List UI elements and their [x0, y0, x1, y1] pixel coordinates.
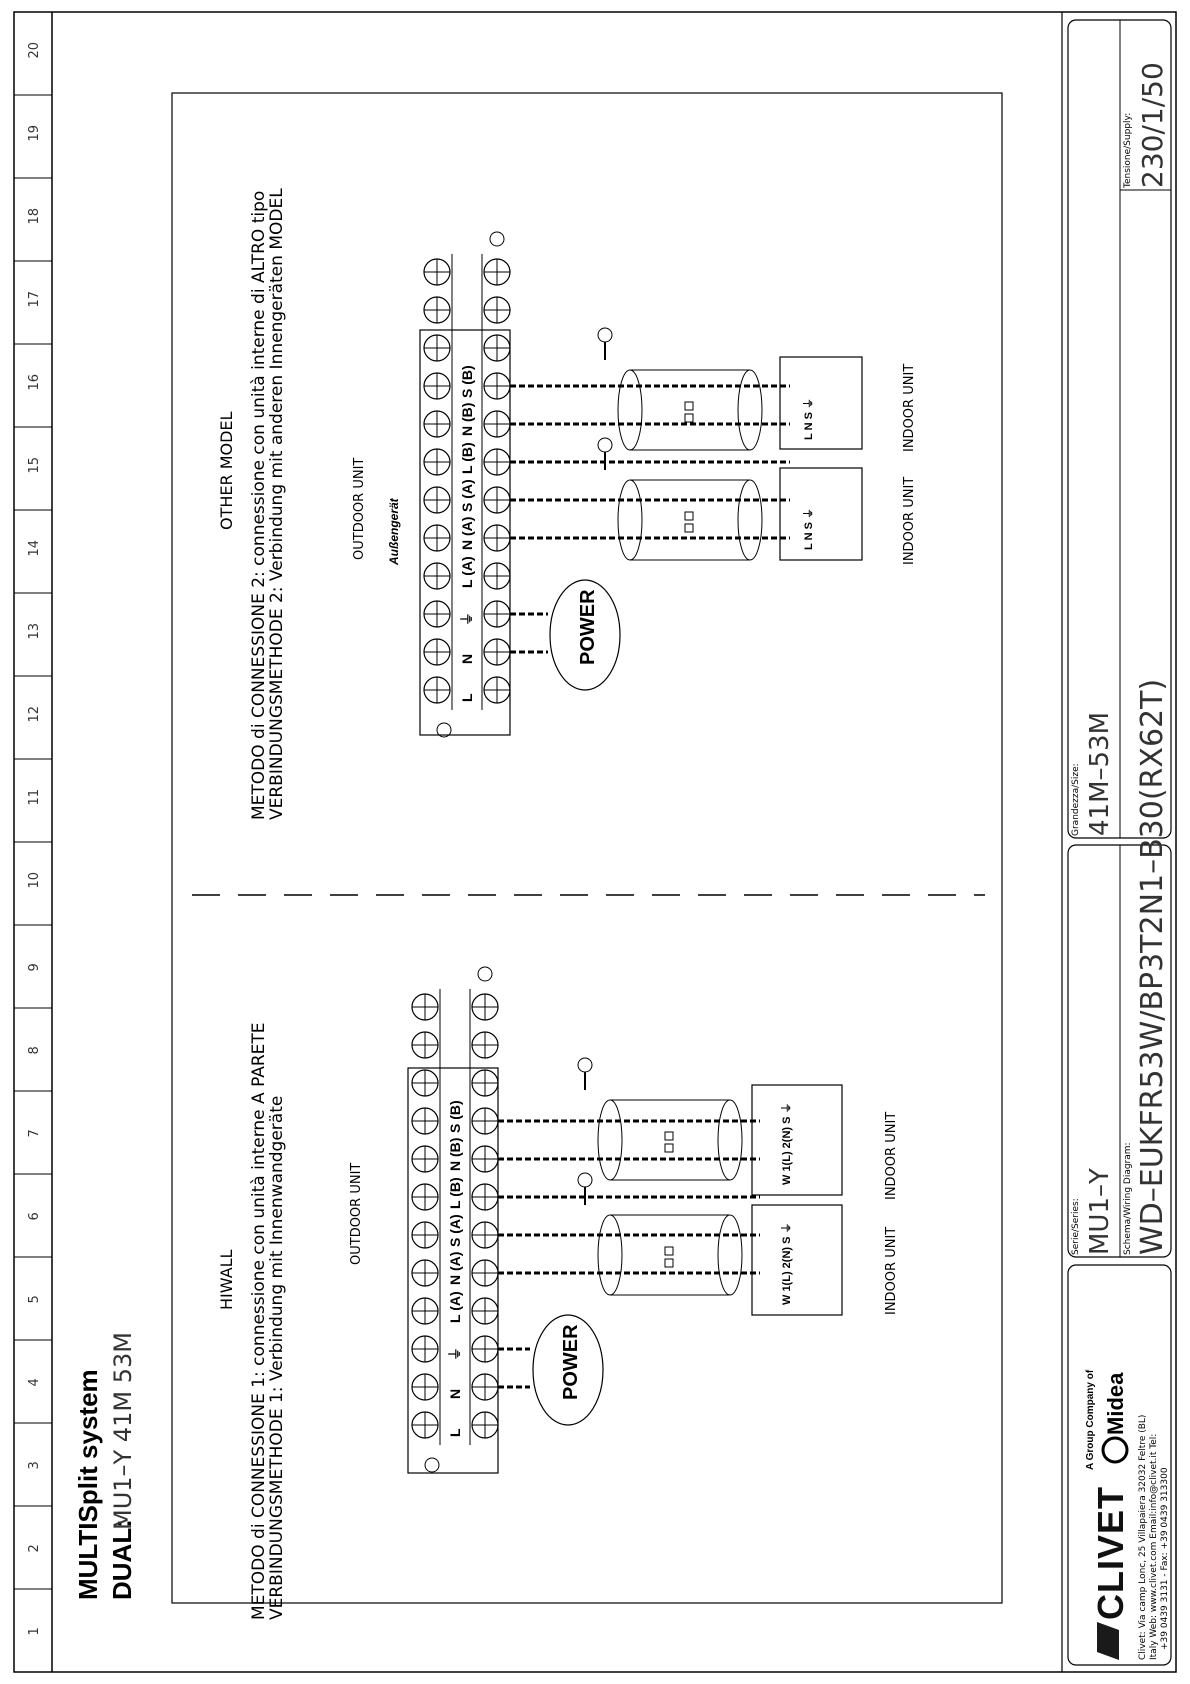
parent-name: Midea	[1103, 1372, 1128, 1435]
diagram-frame	[172, 93, 1002, 1603]
ruler-number: 6	[27, 1212, 42, 1221]
midea-mark-icon	[1103, 1438, 1127, 1462]
title-block-text	[73, 1332, 137, 1600]
hiwall-power-label: POWER	[560, 1324, 582, 1400]
terminal-label: ⏚	[459, 612, 475, 626]
hiwall-desc-de: VERBINDUNGSMETHODE 1: Verbindung mit Innenwandgeräte	[267, 1095, 287, 1620]
terminal-label: L (B)	[447, 1177, 463, 1209]
schema-label: Schema/Wiring Diagram:	[1123, 1142, 1133, 1255]
hiwall-desc-it: METODO di CONNESSIONE 1: connessione con unità interne A PARETE	[249, 1022, 269, 1620]
indoor-terminal-label: W 1(L) 2(N) S ⏚	[781, 1222, 793, 1305]
other-indoor-label-a: INDOOR UNIT	[902, 476, 917, 565]
ruler-number: 8	[27, 1046, 42, 1055]
cable-tag	[685, 524, 693, 532]
other-diagram	[352, 232, 917, 737]
cable-tag	[665, 1247, 673, 1255]
mount-hole-icon	[425, 1458, 439, 1472]
ruler-number: 14	[27, 539, 42, 557]
dual-label: DUAL:	[107, 1519, 137, 1600]
cable-end	[718, 1215, 742, 1295]
ruler-number: 15	[27, 456, 42, 474]
hiwall-diagram	[349, 967, 899, 1473]
ruler-number: 3	[27, 1461, 42, 1470]
ruler-number: 9	[27, 963, 42, 972]
address-line-1: Clivet: Via camp Lonc, 25 Villapaiera 32032 Feltre (BL)	[1138, 1414, 1148, 1660]
address-line-2: Italy Web: www.clivet.com Email:info@clivet.it Tel:	[1149, 1433, 1159, 1660]
ruler-number: 18	[27, 207, 42, 225]
terminal-label: N	[447, 1388, 463, 1399]
cable-tag	[665, 1259, 673, 1267]
cable-end	[598, 1100, 622, 1180]
other-heading-group	[217, 188, 287, 820]
hiwall-outdoor-label: OUTDOOR UNIT	[349, 1162, 364, 1265]
hiwall-indoor-box-a	[752, 1205, 842, 1315]
terminal-label: S (A)	[447, 1214, 463, 1247]
cable-end	[738, 370, 762, 450]
hiwall-indoor-terminals	[780, 1103, 793, 1306]
ruler-number: 16	[27, 373, 42, 391]
terminal-label: L	[447, 1428, 463, 1437]
ruler-number: 4	[27, 1378, 42, 1387]
terminal-label: L (B)	[459, 442, 475, 474]
series-value: MU1–Y	[1085, 1168, 1115, 1255]
ground-icon	[578, 1173, 592, 1187]
cable-tag	[665, 1132, 673, 1140]
other-cables	[598, 328, 762, 560]
hiwall-wires	[498, 1121, 760, 1387]
ruler-number: 12	[27, 705, 42, 723]
ruler-number: 19	[27, 124, 42, 142]
schema-value: WD–EUKFR53W/BP3T2N1–B30(RX62T)	[1135, 678, 1170, 1255]
ruler-number: 1	[27, 1627, 42, 1636]
other-outdoor-label: OUTDOOR UNIT	[352, 457, 367, 560]
terminal-label: N (A)	[459, 516, 475, 550]
other-indoor-label-b: INDOOR UNIT	[902, 363, 917, 452]
hiwall-terminals	[412, 967, 498, 1472]
other-indoor-box-a	[780, 468, 862, 560]
cable-end	[738, 480, 762, 560]
cable-end	[718, 1100, 742, 1180]
supply-label: Tensione/Supply:	[1123, 112, 1133, 188]
terminal-label: S (B)	[459, 365, 475, 398]
ground-icon	[598, 438, 612, 452]
clivet-logo	[1085, 1369, 1131, 1660]
hiwall-heading: HIWALL	[217, 1249, 236, 1310]
series-label: Serie/Series:	[1071, 1198, 1081, 1255]
hiwall-indoor-label-a: INDOOR UNIT	[884, 1226, 899, 1315]
ground-icon	[578, 1058, 592, 1072]
cable-tag	[685, 414, 693, 422]
mount-hole-icon	[490, 232, 504, 246]
dual-models: MU1–Y 41M 53M	[109, 1332, 137, 1530]
company-address	[1138, 1415, 1170, 1660]
ruler-number: 10	[27, 871, 42, 889]
cable-end	[618, 480, 642, 560]
terminal-label: S (B)	[447, 1100, 463, 1133]
indoor-terminal-label: W 1(L) 2(N) S ⏚	[781, 1102, 793, 1185]
terminal-label: S (A)	[459, 479, 475, 512]
indoor-terminal-label: L N S ⏚	[803, 398, 815, 440]
ruler-number: 17	[27, 290, 42, 308]
other-wires	[510, 386, 790, 652]
supply-value: 230/1/50	[1136, 62, 1169, 188]
size-value: 41M–53M	[1085, 711, 1115, 836]
ruler-number: 2	[27, 1544, 42, 1553]
mount-hole-icon	[478, 967, 492, 981]
system-title: MULTISplit system	[73, 1369, 103, 1600]
ruler-number: 20	[27, 41, 42, 59]
cable-end	[598, 1215, 622, 1295]
ruler	[14, 12, 52, 1636]
terminal-label: L (A)	[459, 556, 475, 588]
cable-tag	[685, 402, 693, 410]
ruler-number: 7	[27, 1129, 42, 1138]
cable-end	[618, 370, 642, 450]
ground-icon	[598, 328, 612, 342]
terminal-label: N (B)	[447, 1137, 463, 1171]
ruler-number: 5	[27, 1295, 42, 1304]
terminal-label: L	[459, 693, 475, 702]
other-terminals	[424, 232, 510, 737]
terminal-label: N (A)	[447, 1251, 463, 1285]
size-label: Grandezza/Size:	[1071, 763, 1081, 836]
other-indoor-box-b	[780, 357, 862, 449]
terminal-label: L (A)	[447, 1291, 463, 1323]
other-power-label: POWER	[577, 589, 599, 665]
address-line-3: +39 0439 3131 - Fax: +39 0439 313300	[1160, 1467, 1170, 1650]
other-desc-it: METODO di CONNESSIONE 2: connessione con unità interne di ALTRO tipo	[249, 190, 269, 820]
cable-tag	[685, 512, 693, 520]
other-indoor-terminals	[802, 398, 815, 550]
indoor-terminal-label: L N S ⏚	[803, 508, 815, 550]
hiwall-indoor-box-b	[752, 1085, 842, 1195]
hiwall-cables	[578, 1058, 742, 1295]
terminal-label: N (B)	[459, 402, 475, 436]
other-heading: OTHER MODEL	[217, 411, 236, 530]
terminal-label: N	[459, 653, 475, 664]
other-desc-de: VERBINDUNGSMETHODE 2: Verbindung mit anderen Innengeräten MODEL	[267, 188, 287, 820]
terminal-label: ⏚	[447, 1347, 463, 1361]
cable-tag	[665, 1144, 673, 1152]
brand-name: CLIVET	[1090, 1485, 1131, 1620]
ruler-number: 13	[27, 622, 42, 640]
hiwall-heading-group	[217, 1022, 287, 1620]
other-outdoor-label-de: Außengerät	[387, 498, 401, 565]
hiwall-indoor-label-b: INDOOR UNIT	[884, 1111, 899, 1200]
group-label: A Group Company of	[1085, 1369, 1096, 1470]
ruler-number: 11	[27, 788, 42, 806]
